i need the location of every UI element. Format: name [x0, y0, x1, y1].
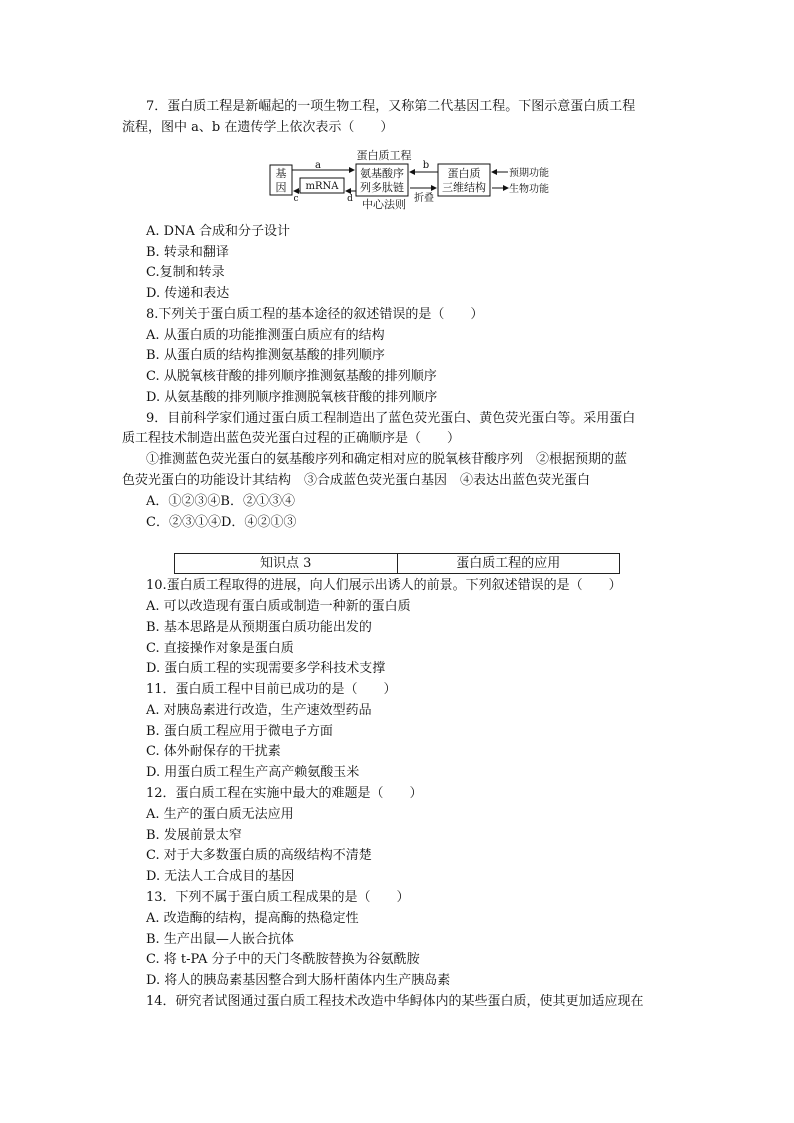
q9-stem-line-4: 色荧光蛋白的功能设计其结构 ③合成蓝色荧光蛋白基因 ④表达出蓝色荧光蛋白	[122, 473, 591, 488]
label-a: a	[315, 160, 321, 171]
protein-label-1: 蛋白质	[447, 167, 481, 180]
q13-option-c: C. 将 t-PA 分子中的天门冬酰胺替换为谷氨酰胺	[146, 952, 420, 967]
q7-option-a: A. DNA 合成和分子设计	[146, 224, 290, 239]
q13-stem: 13．下列不属于蛋白质工程成果的是（ ）	[146, 890, 410, 905]
q12-stem: 12．蛋白质工程在实施中最大的难题是（ ）	[146, 786, 423, 801]
q11-option-a: A. 对胰岛素进行改造，生产速效型药品	[146, 703, 372, 718]
amino-acid-label-1: 氨基酸序	[360, 167, 404, 180]
q10-option-c: C. 直接操作对象是蛋白质	[146, 641, 294, 656]
q11-option-d: D. 用蛋白质工程生产高产赖氨酸玉米	[146, 765, 360, 780]
q14-stem-line-1: 14．研究者试图通过蛋白质工程技术改造中华鲟体内的某些蛋白质，使其更加适应现在	[146, 994, 644, 1009]
q7-stem-line-2: 流程，图中 a、b 在遗传学上依次表示（ ）	[122, 120, 394, 135]
q7-option-d: D. 传递和表达	[146, 286, 230, 301]
q13-option-a: A. 改造酶的结构，提高酶的热稳定性	[146, 911, 359, 926]
q8-option-b: B. 从蛋白质的结构推测氨基酸的排列顺序	[146, 348, 385, 363]
q7-option-b: B. 转录和翻译	[146, 245, 229, 260]
fold-label: 折叠	[414, 193, 434, 204]
knowledge-point-title: 蛋白质工程的应用	[397, 554, 620, 573]
q12-option-a: A. 生产的蛋白质无法应用	[146, 807, 294, 822]
gene-label-2: 因	[275, 181, 287, 194]
protein-label-2: 三维结构	[442, 181, 486, 194]
protein-engineering-flow-diagram	[268, 148, 558, 210]
q10-stem: 10.蛋白质工程取得的进展，向人们展示出诱人的前景。下列叙述错误的是（ ）	[146, 578, 622, 593]
q8-option-d: D. 从氨基酸的排列顺序推测脱氧核苷酸的排列顺序	[146, 390, 438, 405]
q10-option-b: B. 基本思路是从预期蛋白质功能出发的	[146, 620, 372, 635]
label-b: b	[422, 160, 430, 171]
bio-function-label: 生物功能	[509, 184, 549, 195]
q11-option-c: C. 体外耐保存的干扰素	[146, 744, 281, 759]
q8-stem: 8.下列关于蛋白质工程的基本途径的叙述错误的是（ ）	[146, 307, 484, 322]
mrna-label: mRNA	[305, 181, 339, 192]
q7-stem-line-1: 7．蛋白质工程是新崛起的一项生物工程，又称第二代基因工程。下图示意蛋白质工程	[146, 99, 636, 114]
q12-option-c: C. 对于大多数蛋白质的高级结构不清楚	[146, 848, 372, 863]
gene-label-1: 基	[275, 167, 287, 180]
expected-function-label: 预期功能	[509, 168, 549, 179]
q9-stem-line-1: 9．目前科学家们通过蛋白质工程制造出了蓝色荧光蛋白、黄色荧光蛋白等。采用蛋白	[146, 411, 636, 426]
q10-option-d: D. 蛋白质工程的实现需要多学科技术支撑	[146, 661, 386, 676]
q9-stem-line-2: 质工程技术制造出蓝色荧光蛋白过程的正确顺序是（ ）	[122, 431, 461, 446]
q12-option-d: D. 无法人工合成目的基因	[146, 869, 295, 884]
q13-option-b: B. 生产出鼠—人嵌合抗体	[146, 932, 294, 947]
q7-option-c: C.复制和转录	[146, 265, 225, 280]
knowledge-point-label: 知识点 3	[260, 556, 312, 571]
q12-option-b: B. 发展前景太窄	[146, 828, 242, 843]
q13-option-d: D. 将人的胰岛素基因整合到大肠杆菌体内生产胰岛素	[146, 973, 451, 988]
q11-option-b: B. 蛋白质工程应用于微电子方面	[146, 724, 333, 739]
q9-options-row-1: A．①②③④B．②①③④	[146, 494, 295, 509]
q11-stem: 11．蛋白质工程中目前已成功的是（ ）	[146, 682, 397, 697]
q8-option-c: C. 从脱氧核苷酸的排列顺序推测氨基酸的排列顺序	[146, 369, 437, 384]
q8-option-a: A. 从蛋白质的功能推测蛋白质应有的结构	[146, 328, 385, 343]
label-c: c	[293, 194, 299, 204]
central-dogma-label: 中心法则	[362, 198, 406, 210]
q9-options-row-2: C．②③①④D．④②①③	[146, 515, 297, 530]
label-d: d	[347, 194, 353, 204]
amino-acid-label-2: 列多肽链	[360, 181, 404, 194]
knowledge-point-header	[174, 553, 620, 574]
diagram-title: 蛋白质工程	[356, 149, 412, 162]
q10-option-a: A. 可以改造现有蛋白质或制造一种新的蛋白质	[146, 599, 411, 614]
q9-stem-line-3: ①推测蓝色荧光蛋白的氨基酸序列和确定相对应的脱氧核苷酸序列 ②根据预期的蓝	[146, 452, 628, 467]
